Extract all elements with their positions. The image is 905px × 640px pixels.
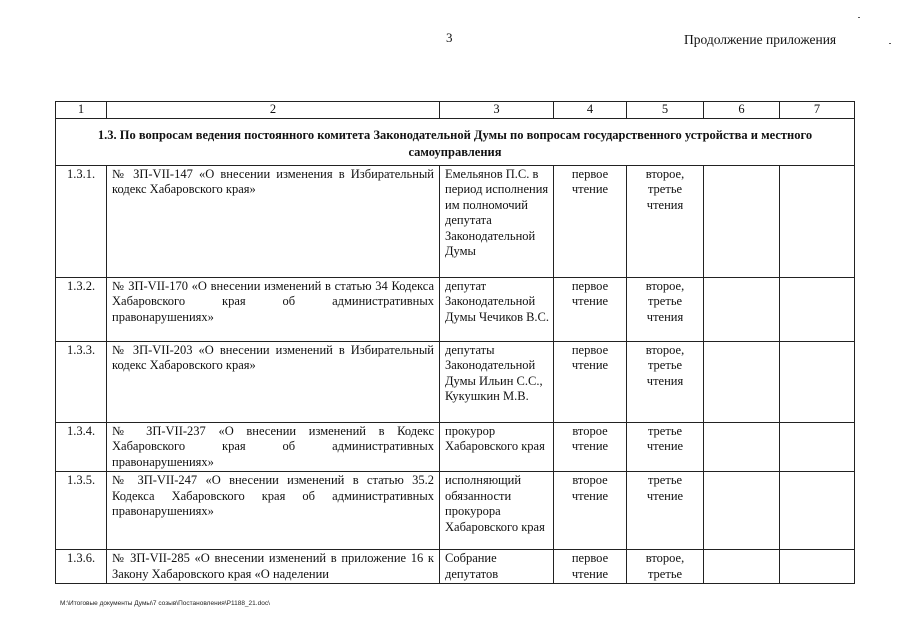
bill-author: исполняющий обязанности прокурора Хабаровского края [440,472,554,550]
first-reading: первое чтение [554,165,627,277]
empty-cell [780,422,855,472]
scan-speck [858,17,860,18]
table-row [56,341,855,422]
column-header: 5 [627,102,704,119]
table-row [56,550,855,584]
empty-cell [704,422,780,472]
row-number: 1.3.6. [56,550,107,584]
section-row [56,118,855,165]
table-row [56,165,855,277]
second-reading: второе, третье [627,550,704,584]
scan-speck [889,43,891,44]
bill-title: № ЗП-VII-147 «О внесении изменения в Избирательный кодекс Хабаровского края» [107,165,440,277]
empty-cell [780,550,855,584]
column-header: 4 [554,102,627,119]
first-reading: второе чтение [554,422,627,472]
empty-cell [780,165,855,277]
first-reading: первое чтение [554,341,627,422]
table-row [56,277,855,341]
column-header: 7 [780,102,855,119]
page-number: 3 [446,30,453,45]
bill-author: депутаты Законодательной Думы Ильин С.С., Кукушкин М.В. [440,341,554,422]
second-reading: третье чтение [627,422,704,472]
first-reading: первое чтение [554,550,627,584]
bill-title: № ЗП-VII-285 «О внесении изменений в приложение 16 к Закону Хабаровского края «О наделении [107,550,440,584]
bill-author: Собрание депутатов [440,550,554,584]
empty-cell [780,472,855,550]
second-reading: второе, третье чтения [627,277,704,341]
bill-title: № ЗП-VII-203 «О внесении изменений в Избирательный кодекс Хабаровского края» [107,341,440,422]
empty-cell [704,277,780,341]
row-number: 1.3.1. [56,165,107,277]
bill-title: № ЗП-VII-237 «О внесении изменений в Кодекс Хабаровского края об административных правонарушениях» [107,422,440,472]
column-header: 3 [440,102,554,119]
section-title: 1.3. По вопросам ведения постоянного комитета Законодательной Думы по вопросам государственного устройства и местного самоуправления [56,118,855,165]
bill-author: депутат Законодательной Думы Чечиков В.С. [440,277,554,341]
table-row [56,422,855,472]
second-reading: второе, третье чтения [627,341,704,422]
column-header: 2 [107,102,440,119]
table-row [56,472,855,550]
empty-cell [704,165,780,277]
continuation-label: Продолжение приложения [684,32,837,47]
second-reading: третье чтение [627,472,704,550]
empty-cell [780,277,855,341]
second-reading: второе, третье чтения [627,165,704,277]
row-number: 1.3.3. [56,341,107,422]
empty-cell [704,472,780,550]
row-number: 1.3.2. [56,277,107,341]
agenda-table [55,101,855,584]
row-number: 1.3.5. [56,472,107,550]
empty-cell [704,341,780,422]
row-number: 1.3.4. [56,422,107,472]
empty-cell [780,341,855,422]
file-path-footer: М:\Итоговые документы Думы\7 созыв\Постановления\Р1188_21.doc\ [60,600,270,607]
column-number-row [56,102,855,119]
bill-title: № ЗП-VII-247 «О внесении изменений в статью 35.2 Кодекса Хабаровского края об административных правонарушениях» [107,472,440,550]
bill-author: Емельянов П.С. в период исполнения им полномочий депутата Законодательной Думы [440,165,554,277]
column-header: 1 [56,102,107,119]
first-reading: первое чтение [554,277,627,341]
empty-cell [704,550,780,584]
bill-title: № ЗП-VII-170 «О внесении изменений в статью 34 Кодекса Хабаровского края об административных правонарушениях» [107,277,440,341]
bill-author: прокурор Хабаровского края [440,422,554,472]
column-header: 6 [704,102,780,119]
first-reading: второе чтение [554,472,627,550]
